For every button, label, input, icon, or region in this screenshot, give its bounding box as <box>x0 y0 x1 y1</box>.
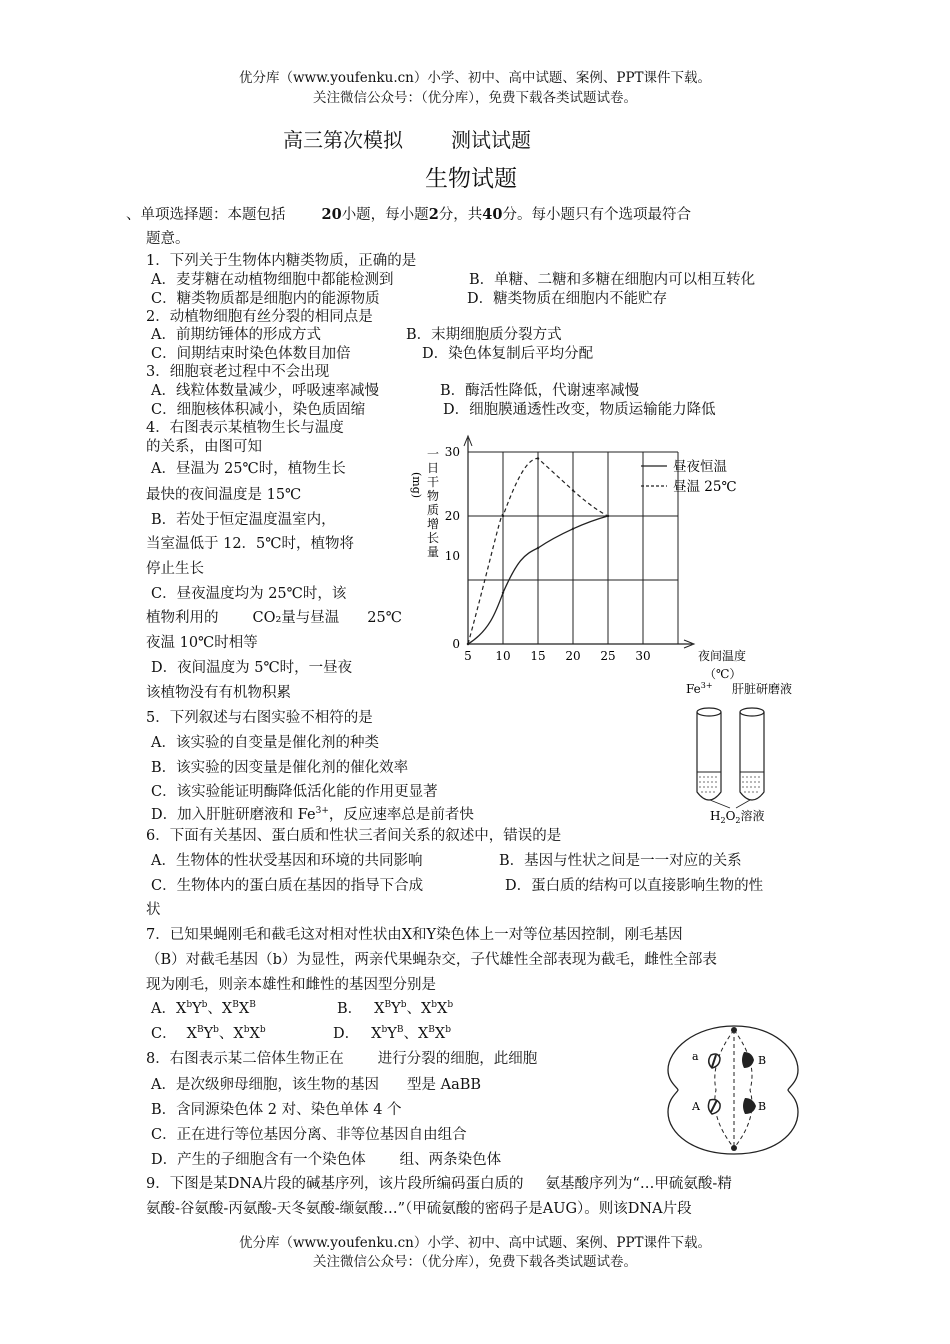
growth-temperature-chart <box>405 432 775 684</box>
data-point-constant-temp <box>502 592 504 594</box>
q7-stem-2: （B）对截毛基因（b）为显性，两亲代果蝇杂交，子代雄性全部表现为截毛，雌性全部表 <box>146 952 717 968</box>
x-tick-label: 15 <box>530 649 546 663</box>
q7-stem-3: 现为刚毛，则亲本雄性和雌性的基因型分别是 <box>146 977 436 993</box>
fe-label: $Fe^{3+}$ <box>686 681 713 696</box>
x-tick-label: 25 <box>600 649 616 663</box>
q3-option-a: A．线粒体数量减少，呼吸速率减慢 <box>151 383 379 399</box>
q4-option-c-2: 植物利用的 CO₂量与昼温 25℃ <box>146 610 402 626</box>
h2o2-label: $H_2O_2$溶液 <box>710 809 765 824</box>
x-axis-unit: （℃） <box>704 667 742 681</box>
q3-option-c: C．细胞核体积减小，染色质固缩 <box>151 402 366 418</box>
q7-stem-1: 7．已知果蝇刚毛和截毛这对相对性状由X和Y染色体上一对等位基因控制，刚毛基因 <box>146 927 683 943</box>
q4-option-a: A．昼温为 25℃时，植物生长 <box>151 461 346 477</box>
q1-stem: 1．下列关于生物体内糖类物质，正确的是 <box>146 253 417 269</box>
q1-option-b: B．单糖、二糖和多糖在细胞内可以相互转化 <box>469 272 756 288</box>
q4-stem-2: 的关系，由图可知 <box>146 439 262 455</box>
q9-stem-1: 9．下图是某DNA片段的碱基序列，该片段所编码蛋白质的 氨基酸序列为“…甲硫氨酸-精 <box>146 1176 732 1192</box>
q8-stem: 8．右图表示某二倍体生物正在 进行分裂的细胞，此细胞 <box>146 1051 538 1067</box>
q6-option-d-2: 状 <box>146 902 161 918</box>
chromosome-upper-right <box>742 1052 754 1068</box>
section-heading: 、单项选择题：本题包括 20小题，每小题2分，共40分。每小题只有个选项最符合 <box>126 206 691 223</box>
y-axis-label-char: 量 <box>426 545 440 559</box>
q6-stem: 6．下面有关基因、蛋白质和性状三者间关系的叙述中，错误的是 <box>146 828 562 844</box>
data-point-constant-temp <box>572 528 574 530</box>
cell-membrane <box>668 1026 798 1154</box>
chromosome-upper-left <box>709 1054 720 1068</box>
x-tick-label: 30 <box>635 649 651 663</box>
q8-option-b: B．含同源染色体 2 对、染色单体 4 个 <box>151 1102 402 1118</box>
test-tube-figure <box>680 678 800 824</box>
chromosome-lower-left <box>708 1100 720 1115</box>
y-axis-label-char: 质 <box>426 503 440 517</box>
y-axis-unit: (mg) <box>410 472 423 499</box>
gene-label-A: A <box>692 1100 700 1113</box>
q2-option-a: A．前期纺锤体的形成方式 <box>151 327 321 343</box>
q8-option-c: C．正在进行等位基因分离、非等位基因自由组合 <box>151 1127 467 1143</box>
q4-option-d-2: 该植物没有有机物积累 <box>146 685 291 701</box>
y-axis-label-char: 长 <box>426 531 440 545</box>
data-point-day-25 <box>607 515 609 517</box>
data-point-day-25 <box>467 643 469 645</box>
page-title: 高三第次模拟 测试试题 <box>283 128 531 152</box>
q2-option-b: B．末期细胞质分裂方式 <box>406 327 562 343</box>
data-point-day-25 <box>502 515 504 517</box>
data-point-day-25 <box>572 489 574 491</box>
q7-option-c: C． $X^BY^b$、$X^bX^b$ <box>151 1025 266 1042</box>
q5-stem: 5．下列叙述与右图实验不相符的是 <box>146 710 373 726</box>
q4-option-b: B．若处于恒定温度温室内， <box>151 512 336 528</box>
footer-line-2: 关注微信公众号：（优分库），免费下载各类试题试卷。 <box>313 1254 637 1270</box>
gene-label-a: a <box>692 1050 699 1063</box>
y-tick-label: 30 <box>444 445 460 459</box>
liver-label: 肝脏研磨液 <box>732 682 793 696</box>
x-axis-label: 夜间温度 <box>698 649 747 663</box>
q3-option-d: D．细胞膜通透性改变，物质运输能力降低 <box>443 402 716 418</box>
q6-option-c: C．生物体内的蛋白质在基因的指导下合成 <box>151 878 424 894</box>
y-axis-label-char: 日 <box>426 461 440 475</box>
x-tick-label: 5 <box>464 649 472 663</box>
header-line-2: 关注微信公众号：（优分库），免费下载各类试题试卷。 <box>313 90 637 106</box>
q6-option-a: A．生物体的性状受基因和环境的共同影响 <box>151 853 423 869</box>
q6-option-b: B．基因与性状之间是一一对应的关系 <box>499 853 742 869</box>
y-tick-label: 20 <box>444 509 460 523</box>
q8-option-a: A．是次级卵母细胞，该生物的基因 型是 AaBB <box>151 1077 482 1093</box>
spindle-fibers <box>715 1030 752 1148</box>
q7-option-a: A．$X^bY^b$、$X^BX^B$ <box>151 1000 256 1017</box>
section-heading-2: 题意。 <box>146 231 190 247</box>
y-tick-label: 10 <box>444 549 460 563</box>
q5-option-d: D．加入肝脏研磨液和 $Fe^{3+}$，反应速率总是前者快 <box>151 806 474 823</box>
test-tube-right <box>740 708 764 800</box>
footer-line-1: 优分库（www.youfenku.cn）小学、初中、高中试题、案例、PPT课件下载。 <box>238 1235 712 1251</box>
q2-stem: 2．动植物细胞有丝分裂的相同点是 <box>146 309 373 325</box>
q7-option-d: D． $X^bY^B$、$X^BX^b$ <box>333 1025 451 1042</box>
gene-label-b-upper: B <box>758 1054 767 1067</box>
legend-dashed-label: 昼温 25℃ <box>673 479 737 495</box>
q5-option-c: C．该实验能证明酶降低活化能的作用更显著 <box>151 784 438 800</box>
q4-option-a-2: 最快的夜间温度是 15℃ <box>146 487 302 503</box>
gene-label-b-lower: B <box>758 1100 767 1113</box>
q8-option-d: D．产生的子细胞含有一个染色体 组、两条染色体 <box>151 1152 502 1168</box>
q3-option-b: B．酶活性降低，代谢速率减慢 <box>440 383 640 399</box>
chromosome-lower-right <box>743 1098 756 1114</box>
data-point-day-25 <box>537 457 539 459</box>
legend-solid-label: 昼夜恒温 <box>673 459 727 475</box>
dividing-cell-figure <box>664 1022 804 1158</box>
y-tick-label: 0 <box>452 637 460 651</box>
q1-option-c: C．糖类物质都是细胞内的能源物质 <box>151 291 380 307</box>
test-tube-left <box>697 708 721 800</box>
page-subtitle: 生物试题 <box>425 166 517 192</box>
q2-option-d: D．染色体复制后平均分配 <box>422 346 594 362</box>
q1-option-d: D．糖类物质在细胞内不能贮存 <box>467 291 668 307</box>
y-axis-label-char: 一 <box>426 447 440 461</box>
q4-option-b-2: 当室温低于 12．5℃时，植物将 <box>146 536 355 552</box>
header-line-1: 优分库（www.youfenku.cn）小学、初中、高中试题、案例、PPT课件下载。 <box>238 70 712 86</box>
q3-stem: 3．细胞衰老过程中不会出现 <box>146 364 330 380</box>
q5-option-b: B．该实验的因变量是催化剂的催化效率 <box>151 760 409 776</box>
q6-option-d: D．蛋白质的结构可以直接影响生物的性 <box>505 878 764 894</box>
q5-option-a: A．该实验的自变量是催化剂的种类 <box>151 735 379 751</box>
data-point-constant-temp <box>537 547 539 549</box>
y-axis-label-char: 干 <box>426 475 440 489</box>
q4-option-d: D．夜间温度为 5℃时，一昼夜 <box>151 660 353 676</box>
y-axis-label-char: 物 <box>426 489 440 503</box>
q4-option-c-3: 夜温 10℃时相等 <box>146 635 258 651</box>
q1-option-a: A．麦芽糖在动植物细胞中都能检测到 <box>151 272 394 288</box>
x-tick-label: 20 <box>565 649 581 663</box>
q4-stem: 4．右图表示某植物生长与温度 <box>146 420 344 436</box>
q9-stem-2: 氨酸-谷氨酸-丙氨酸-天冬氨酸-缬氨酸…”（甲硫氨酸的密码子是AUG）。则该DNA片段 <box>146 1201 692 1217</box>
q2-option-c: C．间期结束时染色体数目加倍 <box>151 346 351 362</box>
x-tick-label: 10 <box>495 649 511 663</box>
q7-option-b: B． $X^BY^b$、$X^bX^b$ <box>337 1000 454 1017</box>
y-axis-label-char: 增 <box>426 517 440 531</box>
q4-option-b-3: 停止生长 <box>146 561 204 577</box>
q4-option-c: C．昼夜温度均为 25℃时，该 <box>151 586 347 602</box>
